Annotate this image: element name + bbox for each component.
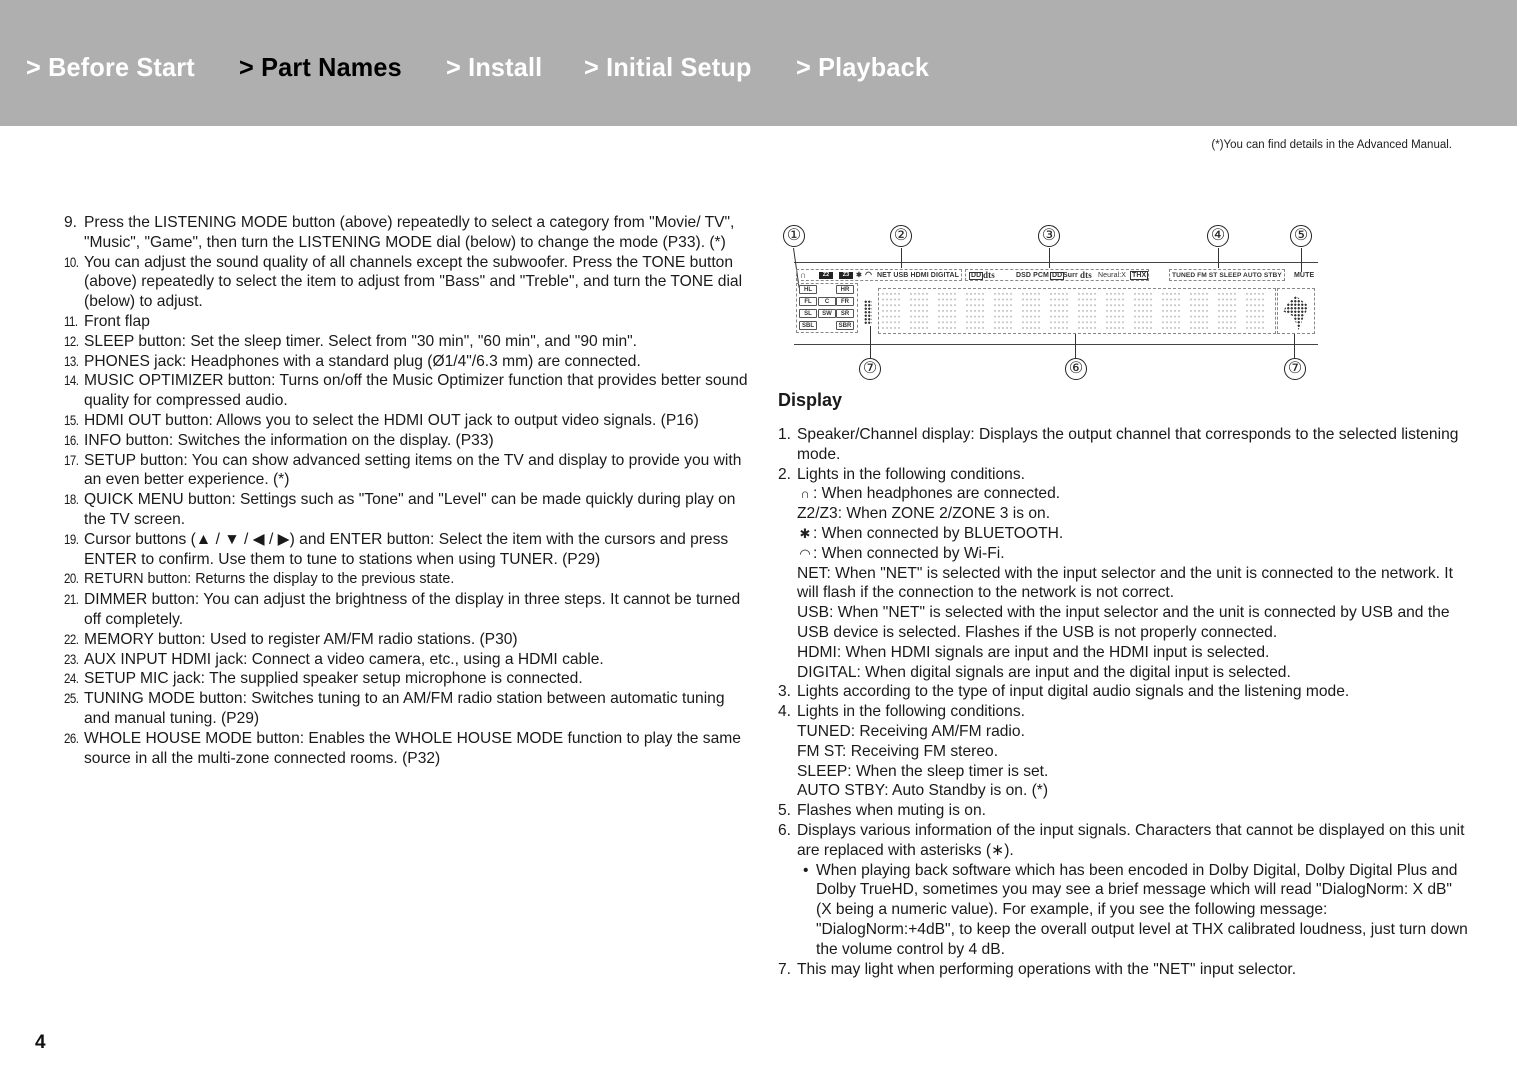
callout-6: ⑥ — [1065, 358, 1087, 380]
item-number: 26. — [64, 730, 79, 746]
item-text: AUX INPUT HDMI jack: Connect a video camera, etc., using a HDMI cable. — [84, 650, 604, 668]
thx-indicator: THX — [1132, 272, 1147, 279]
character-cell — [1161, 291, 1182, 331]
item-text: Speaker/Channel display: Displays the output channel that corresponds to the selected listening mode. — [797, 426, 1459, 463]
part-item — [64, 213, 754, 253]
character-cell — [1049, 291, 1070, 331]
item-number: 22. — [64, 631, 79, 647]
page-number: 4 — [35, 1032, 46, 1053]
diagram-top-rule — [794, 262, 1318, 263]
net-indicator-left — [864, 300, 872, 324]
display-section — [778, 224, 1468, 978]
nav-initial-setup[interactable]: > Initial Setup — [584, 52, 752, 82]
tuner-indicators: TUNED FM ST SLEEP AUTO STBY — [1172, 272, 1282, 279]
part-item — [64, 332, 754, 352]
callout-7-right: ⑦ — [1284, 358, 1306, 380]
nav-playback[interactable]: > Playback — [796, 52, 930, 82]
character-cell — [965, 291, 986, 331]
display-item-6 — [778, 821, 1468, 960]
sub-wifi — [797, 544, 1468, 564]
format-indicators: DSD PCM — [1016, 272, 1049, 279]
sub-fmst: FM ST: Receiving FM stereo. — [797, 742, 999, 760]
item-text: QUICK MENU button: Settings such as "Tone" and "Level" can be made quickly during play on the TV screen. — [84, 491, 736, 528]
item-text: HDMI OUT button: Allows you to select the HDMI OUT jack to output video signals. (P16) — [84, 411, 699, 429]
display-item-3 — [778, 682, 1468, 702]
part-names-list — [64, 213, 754, 768]
item-number: 2. — [778, 465, 792, 483]
item-number: 12. — [64, 333, 79, 349]
bluetooth-icon: ✱ — [799, 525, 811, 541]
leader-line — [1218, 248, 1219, 268]
character-cell — [1133, 291, 1154, 331]
item-text: INFO button: Switches the information on the display. (P33) — [84, 431, 494, 449]
item-number: 6. — [778, 821, 792, 839]
character-cell — [937, 291, 958, 331]
part-item — [64, 371, 754, 411]
sub-text: : When connected by Wi-Fi. — [813, 544, 1005, 562]
item-text: You can adjust the sound quality of all channels except the subwoofer. Press the TONE button (above) repeatedly to select the item to adjust from "Bass" and "Treble", and turn the TONE dial (below) to adjust. — [84, 253, 743, 311]
part-item — [64, 729, 754, 769]
part-item — [64, 630, 754, 650]
item-text: DIMMER button: You can adjust the brightness of the display in three steps. It cannot be turned off completely. — [84, 591, 741, 628]
item-number: 25. — [64, 691, 79, 707]
speaker-sr: SR — [836, 309, 854, 318]
zone3-indicator: Z3 — [839, 272, 853, 279]
part-item — [64, 669, 754, 689]
surr-indicator: Surr — [1063, 272, 1078, 279]
item-number: 17. — [64, 452, 79, 468]
display-item-7 — [778, 960, 1468, 980]
item-number: 14. — [64, 373, 79, 389]
part-item — [64, 569, 754, 590]
neural-x-indicator: Neural:X — [1098, 272, 1127, 279]
bluetooth-indicator-icon: ✱ — [856, 272, 862, 279]
item-text: PHONES jack: Headphones with a standard plug (Ø1/4"/6.3 mm) are connected. — [84, 352, 641, 370]
item-text: SETUP MIC jack: The supplied speaker setup microphone is connected. — [84, 670, 583, 688]
sub-usb: USB: When "NET" is selected with the input selector and the unit is connected by USB and the USB device is selected. Flashes if the USB is not properly connected. — [797, 604, 1450, 641]
display-diagram — [778, 224, 1328, 384]
item-number: 5. — [778, 802, 792, 820]
leader-line — [870, 326, 871, 358]
part-item — [64, 490, 754, 530]
leader-line — [901, 248, 902, 268]
sub-bluetooth — [797, 524, 1468, 544]
item-text: MEMORY button: Used to register AM/FM radio stations. (P30) — [84, 630, 518, 648]
speaker-hl: HL — [799, 285, 817, 294]
headphones-indicator-icon: ∩ — [800, 270, 807, 280]
item-text: SLEEP button: Set the sleep timer. Select from "30 min", "60 min", and "90 min". — [84, 332, 637, 350]
sub-hdmi: HDMI: When HDMI signals are input and the HDMI input is selected. — [797, 643, 1270, 661]
item-number: 9. — [64, 214, 78, 231]
display-item-4 — [778, 702, 1468, 801]
callout-3: ③ — [1038, 225, 1060, 247]
item-number: 10. — [64, 254, 79, 270]
part-item — [64, 253, 754, 312]
item-number: 23. — [64, 651, 79, 667]
part-item — [64, 312, 754, 332]
callout-2: ② — [890, 225, 912, 247]
item-number: 16. — [64, 432, 79, 448]
item-number: 11. — [64, 313, 78, 329]
callout-7-left: ⑦ — [859, 358, 881, 380]
diagram-bottom-rule — [794, 344, 1318, 345]
display-item-2 — [778, 465, 1468, 683]
nav-part-names[interactable]: > Part Names — [239, 52, 402, 82]
section-nav — [26, 52, 972, 83]
part-item — [64, 431, 754, 451]
item-number: 15. — [64, 412, 79, 428]
nav-before-start[interactable]: > Before Start — [26, 52, 195, 82]
speaker-sw: SW — [818, 309, 836, 318]
sub-tuned: TUNED: Receiving AM/FM radio. — [797, 722, 1025, 740]
bullet-item — [797, 861, 1468, 960]
character-cell — [1217, 291, 1238, 331]
character-cell — [993, 291, 1014, 331]
character-cell — [909, 291, 930, 331]
zone2-indicator: Z2 — [819, 272, 833, 279]
leader-line — [1294, 334, 1295, 358]
item-number: 18. — [64, 492, 79, 508]
item-number: 1. — [778, 426, 792, 443]
display-heading: Display — [778, 390, 843, 410]
sub-digital: DIGITAL: When digital signals are input and the digital input is selected. — [797, 663, 1291, 681]
item-text: Lights in the following conditions. — [797, 465, 1025, 483]
callout-1: ① — [783, 225, 805, 247]
item-number: 19. — [64, 531, 79, 547]
item-number: 13. — [64, 353, 79, 369]
sub-text: : When headphones are connected. — [813, 485, 1061, 503]
item-text: MUSIC OPTIMIZER button: Turns on/off the Music Optimizer function that provides better sound quality for compressed audio. — [84, 372, 748, 410]
speaker-c: C — [818, 297, 836, 306]
input-indicators: NET USB HDMI DIGITAL — [877, 272, 959, 279]
speaker-sl: SL — [799, 309, 817, 318]
nav-install[interactable]: > Install — [445, 52, 543, 82]
bullet-text: When playing back software which has been encoded in Dolby Digital, Dolby Digital Plus and Dolby TrueHD, sometimes you may see a brief message which will read "DialogNorm: X dB" (X being a numeric value). For example, if you see the following message: "DialogNorm:+4dB", to keep the overall output level at THX calibrated loudness, just turn down the volume control by 4 dB. — [816, 861, 1468, 958]
sub-autostby: AUTO STBY: Auto Standby is on. (*) — [797, 782, 1049, 800]
item-text: Cursor buttons (▲ / ▼ / ◀ / ▶) and ENTER button: Select the item with the cursors and press ENTER to confirm. Use them to tune to stations when using TUNER. (P29) — [84, 530, 729, 568]
sub-net: NET: When "NET" is selected with the input selector and the unit is connected to the network. It will flash if the connection to the network is not correct. — [797, 564, 1453, 602]
wifi-indicator-icon: ◠ — [865, 270, 873, 279]
item-number: 4. — [778, 703, 792, 721]
part-item — [64, 352, 754, 372]
item-text: SETUP button: You can show advanced setting items on the TV and display to provide you with an even better experience. (*) — [84, 451, 742, 489]
wifi-icon: ◠ — [799, 545, 811, 561]
character-cell — [1077, 291, 1098, 331]
leader-line — [1049, 248, 1050, 268]
mute-indicator: MUTE — [1294, 272, 1315, 279]
speaker-hr: HR — [836, 285, 854, 294]
character-cell — [1021, 291, 1042, 331]
speaker-fr: FR — [836, 297, 854, 306]
character-cell — [1189, 291, 1210, 331]
part-item — [64, 530, 754, 570]
dts-neural-indicator: dts — [1080, 270, 1092, 280]
part-item — [64, 689, 754, 729]
item-number: 3. — [778, 683, 792, 701]
dolby-surr-indicator: DD — [1052, 272, 1063, 279]
item-number: 20. — [64, 571, 79, 587]
part-item — [64, 411, 754, 431]
item-text: RETURN button: Returns the display to the previous state. — [84, 571, 455, 588]
item-number: 21. — [64, 592, 79, 608]
part-item — [64, 451, 754, 491]
item-text: Front flap — [84, 312, 150, 330]
display-item-5 — [778, 801, 1468, 821]
item-text: Press the LISTENING MODE button (above) repeatedly to select a category from "Movie/ TV", "Music", "Game", then turn the LISTENING MODE dial (below) to change the mode (P33). (*) — [84, 214, 735, 251]
sub-headphones — [797, 484, 1468, 504]
item-text: Lights in the following conditions. — [797, 703, 1025, 721]
item-text: Displays various information of the input signals. Characters that cannot be displayed on this unit are replaced with asterisks (∗). — [797, 821, 1465, 859]
bullet-dot: • — [803, 861, 809, 879]
speaker-sbr: SBR — [836, 321, 854, 330]
speaker-fl: FL — [799, 297, 817, 306]
advanced-manual-note: (*)You can find details in the Advanced Manual. — [1211, 139, 1452, 151]
item-text: WHOLE HOUSE MODE button: Enables the WHOLE HOUSE MODE function to play the same source in all the multi-zone connected rooms. (P32) — [84, 729, 741, 767]
item-text: TUNING MODE button: Switches tuning to an AM/FM radio station between automatic tuning and manual tuning. (P29) — [84, 690, 725, 727]
character-cell — [1245, 291, 1266, 331]
headphones-icon: ∩ — [800, 486, 810, 502]
display-item-1 — [778, 425, 1468, 465]
item-number: 7. — [778, 960, 792, 978]
item-text: Lights according to the type of input digital audio signals and the listening mode. — [797, 683, 1350, 701]
sub-text: : When connected by BLUETOOTH. — [813, 524, 1064, 542]
dts-indicator: dts — [983, 270, 995, 280]
item-text: Flashes when muting is on. — [797, 802, 986, 820]
leader-line — [793, 248, 800, 288]
sub-sleep: SLEEP: When the sleep timer is set. — [797, 762, 1049, 780]
item-text: This may light when performing operations with the "NET" input selector. — [797, 960, 1297, 978]
item-number: 24. — [64, 671, 79, 687]
leader-line — [1301, 248, 1302, 272]
callout-4: ④ — [1207, 225, 1229, 247]
sub-zone: Z2/Z3: When ZONE 2/ZONE 3 is on. — [797, 505, 1051, 523]
header-band — [0, 0, 1517, 126]
character-cell — [881, 291, 902, 331]
dolby-indicator: DD — [971, 272, 982, 279]
part-item — [64, 590, 754, 630]
callout-5: ⑤ — [1290, 225, 1312, 247]
leader-line — [1075, 334, 1076, 358]
display-description-list — [778, 425, 1468, 979]
part-item — [64, 650, 754, 670]
speaker-sbl: SBL — [799, 321, 817, 330]
character-cell — [1105, 291, 1126, 331]
